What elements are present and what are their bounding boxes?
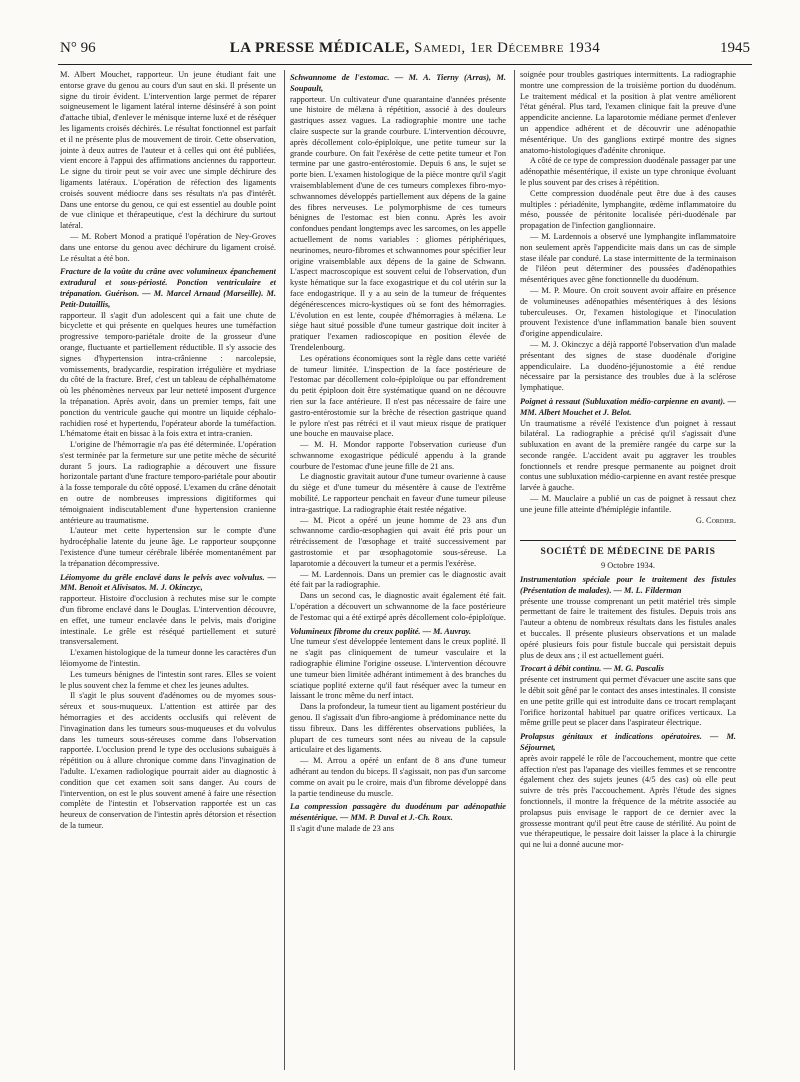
article-heading: Fracture de la voûte du crâne avec volumineux épanchement extradural et sous-périosté. Ponction ventriculaire et trépanation. Guérison. — M. Marcel Arnaud (Marseille). M. Petit-Dutaillis, [60,267,276,309]
issue-number: N° 96 [60,40,96,56]
paragraph: Dans un second cas, le diagnostic avait également été fait. L'opération a découvert un schwannome de la face postérieure de l'estomac qui a été extirpé après décollement colo-épiploïque. [290,591,506,622]
paragraph: rapporteur. Histoire d'occlusion à rechutes mise sur le compte d'un fibrome enclavé dans le Douglas. L'intervention découvre, en effet, une tumeur enclavée dans le pelvis, mais d'origine intestinale. Le grêle est réséqué partiellement et suturé transversalement. [60,594,276,647]
page-header [60,40,750,62]
paragraph: Les tumeurs bénignes de l'intestin sont rares. Elles se voient le plus souvent chez la femme et chez les jeunes adultes. [60,669,276,690]
journal-title [170,40,660,57]
paragraph: L'examen histologique de la tumeur donne les caractères d'un léiomyome de l'intestin. [60,648,276,669]
society-heading: SOCIÉTÉ DE MÉDECINE DE PARIS [520,540,736,558]
paragraph: — M. Arrou a opéré un enfant de 8 ans d'une tumeur adhérant au tendon du biceps. Il s'agissait, non pas d'un sarcome comme on avait pu le croire, mais d'un fibrome développé dans la partie tendineuse du muscle. [290,756,506,798]
paragraph: Une tumeur s'est développée lentement dans le creux poplité. Il ne s'agit pas cliniquement de tumeur vasculaire et la radiographie élimine l'origine osseuse. L'intervention découvre une tumeur bien limitée adhérant intimement à des branches du sciatique poplité externe qu'il faut réséquer avec la tumeur en laissant le tronc même du nerf intact. [290,637,506,701]
column-divider [514,70,515,1070]
paragraph: après avoir rappelé le rôle de l'accouchement, montre que cette affection n'est pas l'apanage des vieilles femmes et se rencontre également chez des sujets jeunes (4/5 des cas) où elle peut suivre de très près l'accouchement. Après l'étude des signes fonctionnels, il montre la fréquence de la métrite associée au prolapsus puis envisage le rapport de ce dernier avec la grossesse montrant qu'il peut être cause de stérilité. Au point de vue thérapeutique, le pessaire doit laisser la place à la chirurgie qui ne lui a donné aucune mor- [520,753,736,850]
paragraph: L'origine de l'hémorragie n'a pas été déterminée. L'opération s'est terminée par la fermeture sur une petite mèche de sécurité durant 5 jours. La radiographie a découvert une fissure horizontale partant d'une fracture temporo-pariétale pour aboutir à la fosse temporale du côté opposé. L'examen du crâne dénotait en outre de nombreuses impressions digitiformes qui témoignaient indiscutablement d'une hypertension cranienne antérieure au traumatisme. [60,440,276,525]
article-heading: Schwannome de l'estomac. — M. A. Tierny (Arras), M. Soupault, [290,73,506,93]
paragraph: — M. H. Mondor rapporte l'observation curieuse d'un schwannome exogastrique pédiculé appendu à la grande courbure de l'estomac d'une jeune fille de 21 ans. [290,440,506,471]
paragraph: M. Albert Mouchet, rapporteur. Un jeune étudiant fait une entorse grave du genou au cours d'un saut en ski. Il présente un signe du tiroir évident. L'intervention large permet de réparer soigneusement le ligament latéral interne désinséré à son point d'attache tibial, d'enlever le ménisque interne luxé et de réséquer les ligaments croisés déchirés. Le résultat fonctionnel est parfait et il ne présente plus de mouvement de tiroir. Cette observation, jointe à deux autres de l'auteur et à celles qui ont été publiées, vient encore à l'appui des affirmations anciennes du rapporteur. Le signe du tiroir peut se voir avec une simple déchirure des ligaments latéraux. L'opération de réfection des ligaments croisés souvent médiocre dans ses résultats n'a pas d'intérêt. Dans une entorse du genou, ce qui est essentiel au double point de vue clinique et thérapeutique, c'est la déchirure du surtout latéral. [60,70,276,231]
article-heading: Prolapsus génitaux et indications opératoires. — M. Séjournet, [520,732,736,753]
paragraph: rapporteur. Il s'agit d'un adolescent qui a fait une chute de bicyclette et qui présente en quelques heures une tuméfaction progressive temporo-pariétale droite de la grosseur d'une orange, fluctuante et partiellement réductible. Il s'y associe des signes d'hypertension intra-crânienne : narcolepsie, vomissements, bradycardie, respiration irrégulière et mydriase du côté de la fracture. Bref, c'est un tableau de céphalhématome où les phénomènes nerveux par leur netteté imposent d'urgence la trépanation. Après avoir, dans un premier temps, fait une ponction du ventricule gauche qui montre un liquide céphalo-rachidien rosé et hypertendu, l'opérateur aborde la tuméfaction. L'hématome était en bissac à la fois extra et intra-cranien. [60,310,276,439]
column-2 [290,70,506,1070]
paragraph: Cette compression duodénale peut être due à des causes multiples : périadénite, lymphangite, œdème inflammatoire du méso, poussée de péritonite localisée péri-duodénale par propagation de l'infection ganglionnaire. [520,188,736,231]
paragraph: Les opérations économiques sont la règle dans cette variété de tumeur limitée. L'inspection de la face postérieure de l'estomac par décollement colo-épiploïque ou par effondrement du petit épiploon doit être systématique quand on ne découvre rien sur la face antérieure. Il n'est pas nécessaire de faire une gastro-entérostomie sur la brèche de résection gastrique quand le pylore n'est pas rétréci et il vaut mieux risque de pratiquer une bouche en mauvaise place. [290,353,506,439]
column-3 [520,70,736,1070]
issue-date: Samedi, 1er Décembre 1934 [413,40,601,56]
journal-name: LA PRESSE MÉDICALE, [229,40,410,56]
article-heading: La compression passagère du duodénum par adénopathie mésentérique. — MM. P. Duval et J.-Ch. Roux. [290,802,506,823]
paragraph: Le diagnostic gravitait autour d'une tumeur ovarienne à cause du siège et d'une tumeur du mésentère à cause de l'extrême mobilité. Le rapporteur penchait en faveur d'une tumeur pileuse intra-gastrique. La radiographie était restée négative. [290,472,506,514]
article-heading: Trocart à débit continu. — M. G. Pascalis [520,664,664,674]
paragraph: L'auteur met cette hypertension sur le compte d'une hydrocéphalie latente du jeune âge. Le rapporteur soupçonne l'existence d'une tumeur cérébrale libérée momentanément par la trépanation décompressive. [60,526,276,568]
paragraph: Il s'agit le plus souvent d'adénomes ou de myomes sous-séreux et sous-muqueux. L'attention est attirée par des hémorragies et des accidents occlusifs qui relèvent de l'invagination dans les tumeurs sous-muqueuses et du volvulus dans les tumeurs sous-séreuses comme dans l'observation rapportée. L'occlusion prend le type des occlusions subaiguës à répétition ou à allure chronique comme dans l'invagination de l'adulte. L'examen radiologique pourrait aider au diagnostic à condition que cet examen soit sans danger. Au cours de l'intervention, on est le plus souvent amené à faire une résection complète de l'intestin et l'observation rapportée est un cas heureux de conservation de l'intestin après détorsion et résection de la tumeur. [60,691,276,830]
paragraph: — M. Lardennois. Dans un premier cas le diagnostic avait été fait par la radiographie. [290,569,506,590]
paragraph: Un traumatisme a révélé l'existence d'un poignet à ressaut bilatéral. La radiographie a précisé qu'il s'agissait d'une subluxation en avant de la première rangée du carpe sur la seconde rangée. L'accident avait pu aggraver les troubles fonctionnels et rendre presque permanente au poignet droit contus une subluxation médio-carpienne en avant restée presque larvée à gauche. [520,418,736,493]
paragraph: — M. Mauclaire a publié un cas de poignet à ressaut chez une jeune fille atteinte d'hémiplégie infantile. [520,494,736,514]
paragraph: soignée pour troubles gastriques intermittents. La radiographie montre une compression de la troisième portion du duodénum. Le traitement médical et la position à plat ventre améliorent l'état général. Plus tard, l'examen clinique fait la preuve d'une appendicite ancienne. La laparotomie médiane permet d'enlever un appendice adhérent et de découvrir une adénopathie mésentérique. Un des ganglions extirpé montre des signes anatomo-histologiques d'adénite chronique. [520,70,736,155]
paragraph: rapporteur. Un cultivateur d'une quarantaine d'années présente une histoire de mélæna à répétition, associé à des douleurs gastriques assez vagues. La radiographie montre une tache claire suspecte sur la grande courbure. L'intervention découvre, après décollement colo-épiploïque, une petite tumeur sur la grande courbure. On fait l'exérèse de cette petite tumeur et l'on termine par une gastro-entérostomie. Depuis 6 ans, le sujet se porte bien. L'examen histologique de la pièce montre qu'il s'agit vraisemblablement d'une de ces tumeurs complexes fibro-myo-schwannomes développés partiellement aux dépens de la gaine des fibres nerveuses. Le polymorphisme de ces tumeurs bénignes de l'estomac est bien connu. Après les avoir confondues pendant longtemps avec les sarcomes, on les appelle actuellement de noms variables : gliomes périphériques, neurinomes, neuro-fibromes et schwannomes pour spécifier leur origine vraisemblable aux dépens de la gaine de Schwann. L'aspect macroscopique est souvent celui de l'observation, d'un kyste hématique sur la face exogastrique et du col utérin sur la face endogastrique. Il y a au sein de la tumeur de fréquentes dégénérescences micro-kystiques où se font des hémorragies. L'évolution en est lente, coupée d'hémorragies à mélæna. Le siège haut situé possible d'une tumeur gastrique doit inciter à pratiquer l'examen radioscopique en position élevée de Trendelenbourg. [290,94,506,352]
paragraph: — M. Robert Monod a pratiqué l'opération de Ney-Groves dans une entorse du genou avec déchirure du ligament croisé. Le résultat a été bon. [60,231,276,263]
paragraph: — M. Lardennois a observé une lymphangite inflammatoire non seulement après l'appendicite mais dans un cas de simple stase iléale par conduré. La stase intermittente de la terminaison de l'iléon peut déterminer des poussées d'adénopathies mésentériques avec gêne fonctionnelle du duodénum. [520,231,736,285]
article-heading: Volumineux fibrome du creux poplité. — M. Auvray. [290,626,472,636]
paragraph: — M. Picot a opéré un jeune homme de 23 ans d'un schwannome cardio-œsophagien qui avait été pris pour un rétrécissement de l'œsophage et traité successivement par gastrostomie et par œsophagotomie sous-séreuse. La laparotomie a découvert la tumeur et a permis l'exérèse. [290,515,506,568]
page-number: 1945 [720,40,750,56]
paragraph: — M. P. Moure. On croit souvent avoir affaire en présence de volumineuses adénopathies mésentériques à des lésions tuberculeuses. Or, l'examen histologique et l'inoculation prouvent l'existence d'une inflammation banale bien souvent d'origine appendiculaire. [520,285,736,339]
paragraph: présente cet instrument qui permet d'évacuer une ascite sans que le débit soit gêné par le contact des anses intestinales. Il consiste en une petite grille qui est introduite dans ce trocart remplaçant l'orifice horizontal habituel par quatre orifices verticaux. La même grille peut se placer dans l'aspirateur électrique. [520,675,736,728]
article-heading: Instrumentation spéciale pour le traitement des fistules (Présentation de malades). — M. L. Filderman [520,575,736,595]
author-signature: G. Cordier. [695,515,736,525]
paragraph: Dans la profondeur, la tumeur tient au ligament postérieur du genou. Il s'agissait d'un fibro-angiome à prédominance nette du tissu fibreux. Dans les différentes observations publiées, la plupart de ces tumeurs sont nées au niveau de la capsule articulaire et des ligaments. [290,702,506,755]
column-divider [284,70,285,1070]
paragraph: Il s'agit d'une malade de 23 ans [290,823,395,833]
header-rule [58,64,752,65]
article-heading: Léiomyome du grêle enclavé dans le pelvis avec volvulus. — MM. Benoit et Alivisatos. M. J. Okinczyc, [60,572,276,593]
article-heading: Poignet à ressaut (Subluxation médio-carpienne en avant). — MM. Albert Mouchet et J. Belot. [520,396,736,417]
paragraph: présente une trousse comprenant un petit matériel très simple permettant de faire le traitement des fistules. Depuis trois ans l'auteur a obtenu de nombreux résultats dans les fistules anales et buccales. Il présente plusieurs observations et un malade opéré plusieurs fois pour fistule buccale qui persistait depuis plus de deux ans ; il est actuellement guéri. [520,596,736,660]
column-1 [60,70,276,1070]
paragraph: — M. J. Okinczyc a déjà rapporté l'observation d'un malade présentant des signes de stase duodénale d'origine appendiculaire. La duodéno-jéjunostomie a été rendue nécessaire par la persistance des troubles due à la sclérose lymphatique. [520,339,736,393]
society-date: 9 Octobre 1934. [601,561,655,571]
paragraph: A côté de ce type de compression duodénale passager par une adénopathie mésentérique, il existe un type chronique évoluant le plus souvent par des crises à répétition. [520,156,736,187]
